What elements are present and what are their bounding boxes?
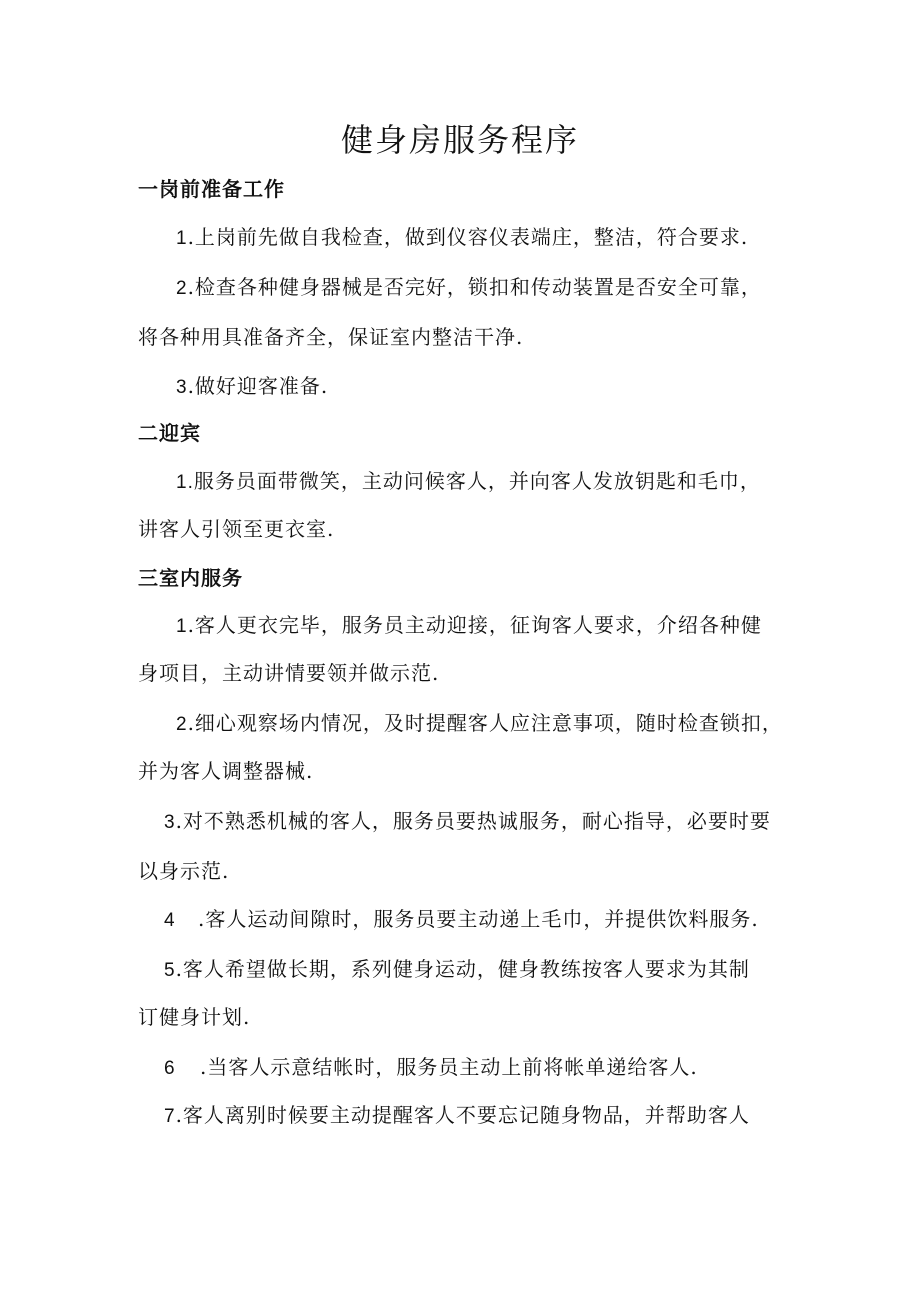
item-number: 3 xyxy=(164,812,176,833)
paragraph-3-6 xyxy=(138,1052,824,1084)
paragraph-text: .客人离别时候要主动提醒客人不要忘记随身物品，并帮助客人 xyxy=(175,1103,750,1127)
paragraph-text: 服务员面带微笑，主动问候客人，并向客人发放钥匙和毛巾， xyxy=(193,469,761,493)
paragraph-text: .上岗前先做自我检查，做到仪容仪表端庄，整洁，符合要求. xyxy=(187,225,749,249)
item-number: 5 xyxy=(164,960,176,981)
paragraph-3-1 xyxy=(138,610,836,642)
paragraph-3-2 xyxy=(138,708,836,740)
paragraph-text: .做好迎客准备. xyxy=(187,374,329,398)
paragraph-text: .当客人示意结帐时，服务员主动上前将帐单递给客人. xyxy=(200,1055,698,1079)
page-title: 健身房服务程序 xyxy=(340,121,579,159)
item-number: 1. xyxy=(176,472,194,493)
item-number: 6 xyxy=(164,1058,176,1079)
item-number: 4 xyxy=(164,910,176,931)
section-heading-2: 二迎宾 xyxy=(138,421,201,445)
item-number: 1 xyxy=(176,228,188,249)
paragraph-text: .检查各种健身器械是否完好，锁扣和传动装置是否安全可靠， xyxy=(187,275,762,299)
paragraph-text: .客人希望做长期，系列健身运动，健身教练按客人要求为其制 xyxy=(175,957,750,981)
paragraph-3-3 xyxy=(138,806,824,838)
paragraph-text: .细心观察场内情况，及时提醒客人应注意事项，随时检查锁扣， xyxy=(187,711,783,735)
paragraph-3-1-cont: 身项目，主动讲情要领并做示范. xyxy=(138,661,440,685)
paragraph-1-2 xyxy=(138,272,836,304)
item-number: 7 xyxy=(164,1106,176,1127)
paragraph-1-2-cont: 将各种用具准备齐全，保证室内整洁干净. xyxy=(138,325,524,349)
paragraph-text: .对不熟悉机械的客人，服务员要热诚服务，耐心指导，必要时要 xyxy=(175,809,771,833)
section-heading-1: 一岗前准备工作 xyxy=(138,177,285,201)
item-number: 1 xyxy=(176,616,188,637)
paragraph-2-1-cont: 讲客人引领至更衣室. xyxy=(138,517,335,541)
paragraph-text: .客人更衣完毕，服务员主动迎接，征询客人要求，介绍各种健 xyxy=(187,613,762,637)
paragraph-3-7 xyxy=(138,1100,824,1132)
paragraph-3-5-cont: 订健身计划. xyxy=(138,1005,251,1029)
paragraph-1-3 xyxy=(138,371,836,403)
paragraph-3-3-cont: 以身示范. xyxy=(138,859,230,883)
paragraph-2-1 xyxy=(138,466,836,498)
paragraph-3-5 xyxy=(138,954,824,986)
item-number: 2 xyxy=(176,278,188,299)
paragraph-3-4 xyxy=(138,904,824,936)
paragraph-text: .客人运动间隙时，服务员要主动递上毛巾，并提供饮料服务. xyxy=(198,907,759,931)
item-number: 3 xyxy=(176,377,188,398)
paragraph-1-1 xyxy=(138,222,836,254)
section-heading-3: 三室内服务 xyxy=(138,566,243,590)
paragraph-3-2-cont: 并为客人调整器械. xyxy=(138,759,314,783)
item-number: 2 xyxy=(176,714,188,735)
